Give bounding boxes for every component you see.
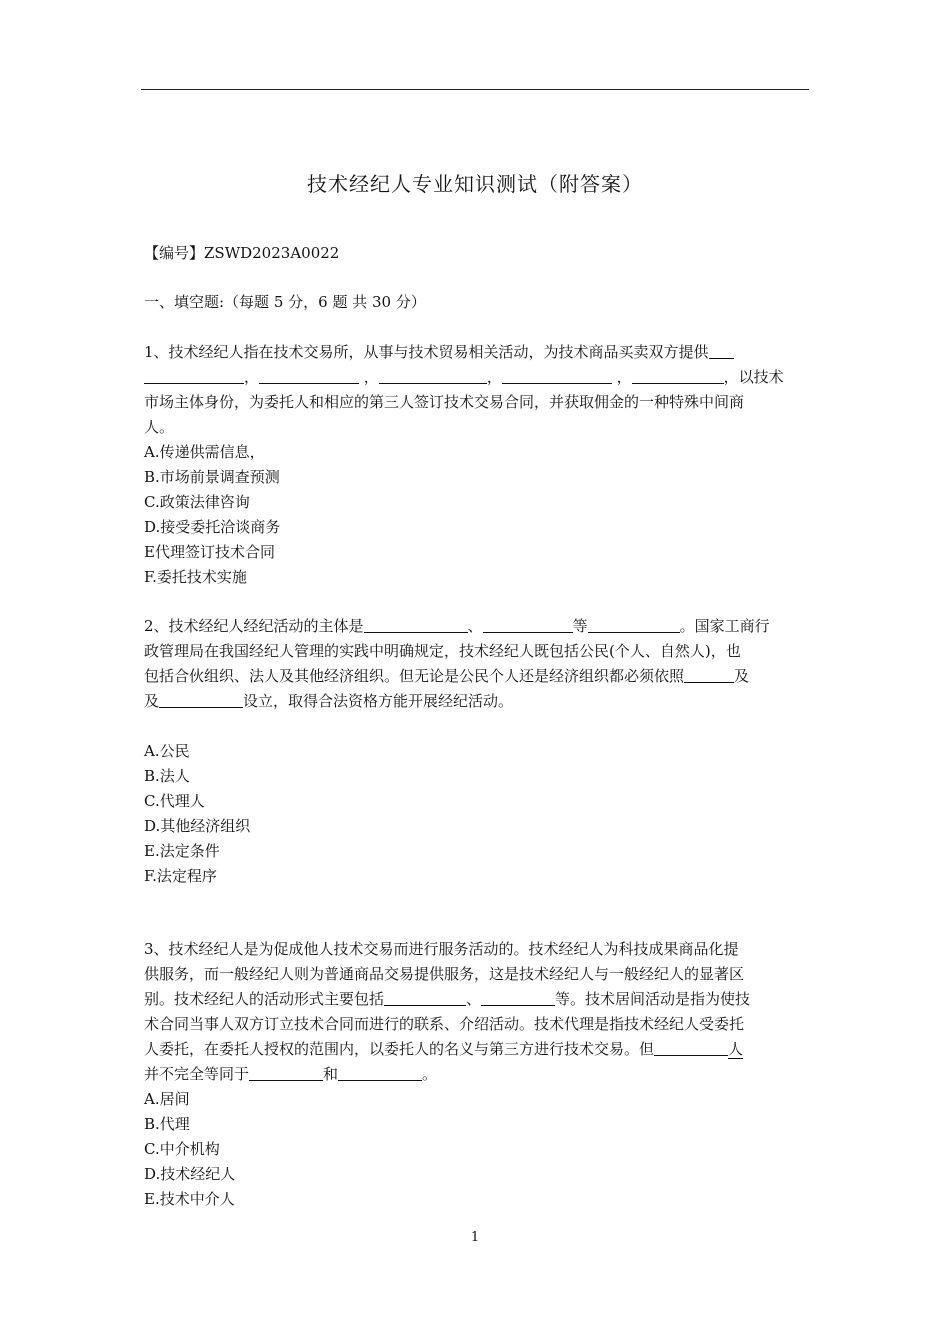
question-2-text: 及 <box>734 667 750 685</box>
question-1 <box>144 340 809 590</box>
answer-blank <box>481 988 555 1006</box>
question-3-line-6 <box>144 1062 809 1087</box>
question-2 <box>144 614 809 889</box>
question-3-line-5 <box>144 1037 809 1062</box>
separator: ， <box>244 368 260 386</box>
question-3-text: 和 <box>323 1065 339 1083</box>
answer-blank <box>632 366 724 384</box>
separator: 、 <box>466 990 482 1008</box>
document-code: 【编号】ZSWD2023A0022 <box>144 244 340 262</box>
question-2-line-4 <box>144 689 809 714</box>
option-c: C.中介机构 <box>144 1140 220 1158</box>
answer-blank <box>379 366 487 384</box>
separator: 、 <box>467 617 483 635</box>
question-1-line-4: 人。 <box>144 418 175 436</box>
question-2-text: 包括合伙组织、法人及其他经济组织。但无论是公民个人还是经济组织都必须依照 <box>144 667 685 685</box>
question-3-text: 人 <box>728 1040 744 1058</box>
question-2-text: 及 <box>144 692 160 710</box>
section-heading: 一、填空题:（每题 5 分，6 题 共 30 分） <box>144 293 426 311</box>
answer-blank <box>588 615 680 633</box>
question-2-line-2: 政管理局在我国经纪人管理的实践中明确规定，技术经纪人既包括公民(个人、自然人)，也 <box>144 642 741 660</box>
question-1-text: ，以技术 <box>723 368 784 386</box>
answer-blank <box>144 366 244 384</box>
answer-blank <box>709 341 734 359</box>
option-a: A.公民 <box>144 742 190 760</box>
option-e: E.法定条件 <box>144 842 220 860</box>
answer-blank <box>364 615 468 633</box>
option-a: A.居间 <box>144 1090 190 1108</box>
separator: ， <box>486 368 502 386</box>
answer-blank <box>338 1063 422 1081</box>
answer-blank <box>483 615 573 633</box>
page-number: 1 <box>470 1230 480 1245</box>
spacer <box>144 714 809 739</box>
question-3-text: 人委托，在委托人授权的范围内，以委托人的名义与第三方进行技术交易。但 <box>144 1040 655 1058</box>
question-3-line-4: 术合同当事人双方订立技术合同而进行的联系、介绍活动。技术代理是指技术经纪人受委托 <box>144 1015 745 1033</box>
question-2-text: 等 <box>572 617 588 635</box>
answer-blank <box>259 366 359 384</box>
option-b: B.代理 <box>144 1115 190 1133</box>
question-3-line-3 <box>144 987 809 1012</box>
option-c: C.政策法律咨询 <box>144 493 250 511</box>
question-3-line-1: 3、技术经纪人是为促成他人技术交易而进行服务活动的。技术经纪人为科技成果商品化提 <box>144 940 739 958</box>
option-d: D.其他经济组织 <box>144 817 251 835</box>
question-2-text: 设立，取得合法资格方能开展经纪活动。 <box>243 692 514 710</box>
option-f: F.委托技术实施 <box>144 568 247 586</box>
option-d: D.技术经纪人 <box>144 1165 236 1183</box>
answer-blank <box>159 690 243 708</box>
question-3 <box>144 937 809 1212</box>
page-title: 技术经纪人专业知识测试（附答案） <box>307 172 643 196</box>
question-1-line-3: 市场主体身份，为委托人和相应的第三人签订技术交易合同，并获取佣金的一种特殊中间商 <box>144 393 745 411</box>
question-3-text: 并不完全等同于 <box>144 1065 250 1083</box>
question-1-line-1 <box>144 340 809 365</box>
option-f: F.法定程序 <box>144 867 217 885</box>
question-3-text: 等。技术居间活动是指为使技 <box>555 990 751 1008</box>
separator: ， <box>616 368 632 386</box>
separator: ， <box>363 368 379 386</box>
question-2-text: 2、技术经纪人经纪活动的主体是 <box>144 617 364 635</box>
question-1-text: 1、技术经纪人指在技术交易所，从事与技术贸易相关活动，为技术商品买卖双方提供 <box>144 343 709 361</box>
question-3-line-2: 供服务，而一般经纪人则为普通商品交易提供服务，这是技术经纪人与一般经纪人的显著区 <box>144 965 745 983</box>
question-2-text: 。国家工商行 <box>679 617 770 635</box>
answer-blank <box>502 366 612 384</box>
question-1-line-2 <box>144 365 809 390</box>
option-e: E.技术中介人 <box>144 1190 235 1208</box>
question-3-text: 。 <box>422 1065 438 1083</box>
answer-blank <box>654 1038 728 1056</box>
answer-blank <box>684 665 734 683</box>
option-b: B.法人 <box>144 767 190 785</box>
question-3-text: 别。技术经纪人的活动形式主要包括 <box>144 990 385 1008</box>
option-e: E代理签订技术合同 <box>144 543 275 561</box>
option-c: C.代理人 <box>144 792 205 810</box>
question-2-line-1 <box>144 614 809 639</box>
header-rule <box>141 89 809 90</box>
answer-blank <box>384 988 466 1006</box>
option-d: D.接受委托洽谈商务 <box>144 518 281 536</box>
option-b: B.市场前景调查预测 <box>144 468 280 486</box>
option-a: A.传递供需信息， <box>144 443 265 461</box>
answer-blank <box>249 1063 323 1081</box>
question-2-line-3 <box>144 664 809 689</box>
